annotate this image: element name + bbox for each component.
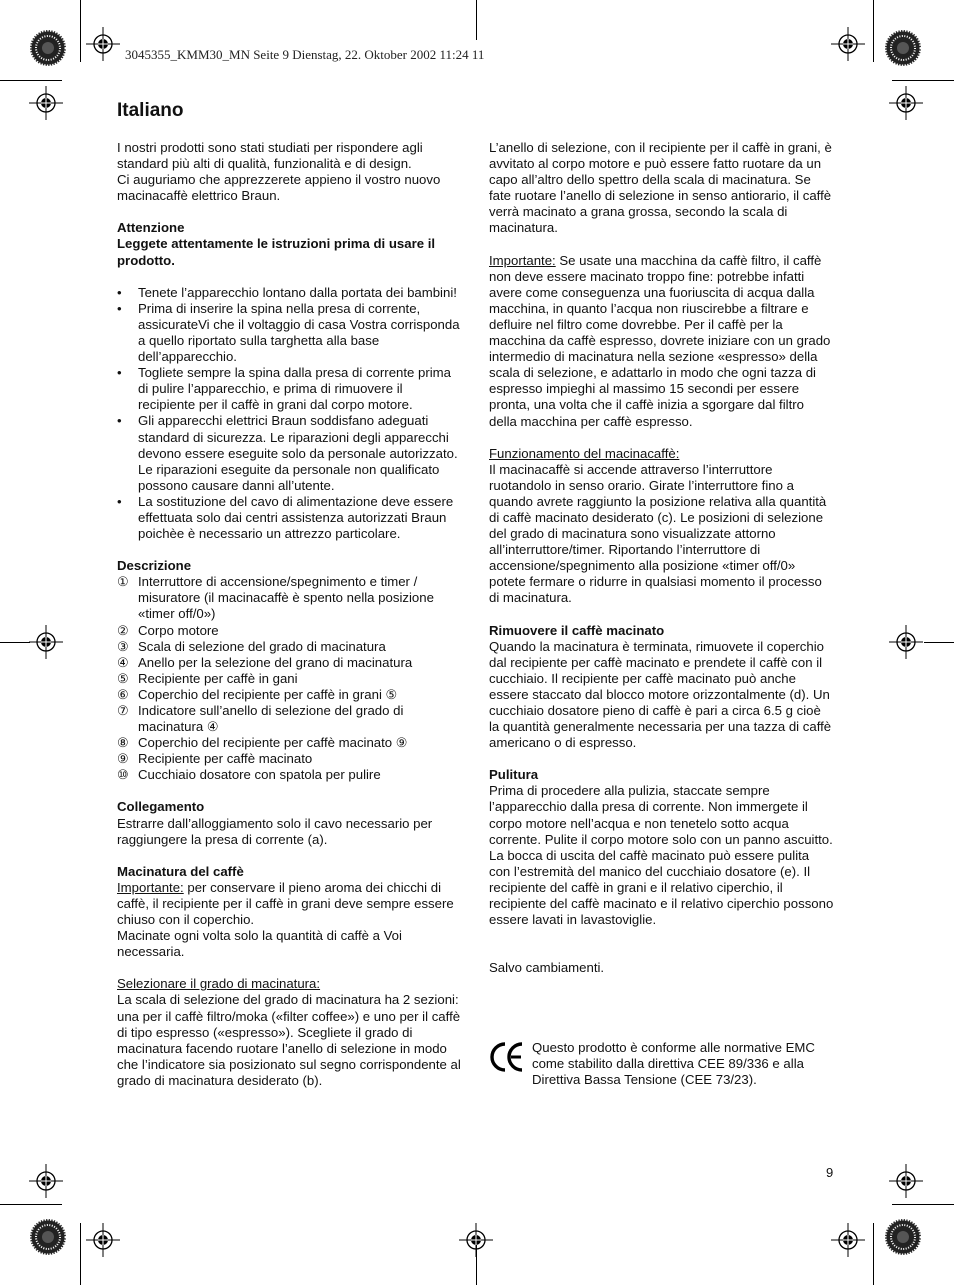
item-text: Interruttore di accensione/spegnimento e timer / misuratore (il macinacaffè è spento nella posizione «timer off/0») [138,574,434,622]
item-text: Corpo motore [138,622,219,638]
list-item [117,751,462,767]
left-column [117,140,462,1089]
item-number: ④ [117,654,129,670]
list-item: • La sostituzione del cavo di alimentazione deve essere effettuata solo dai centri assistenza autorizzati Braun poichèe è necessario un attrezzo particolare. [117,494,462,542]
select-heading: Selezionare il grado di macinatura: [117,976,321,992]
page-title: Italiano [117,100,184,121]
item-text: Scala di selezione del grado di macinatura [138,638,386,654]
list-item [117,671,462,687]
item-text: Anello per la selezione del grano di macinatura [138,654,413,670]
ce-block [489,1040,834,1088]
remove-heading: Rimuovere il caffè macinato [489,622,665,638]
grinding-heading: Macinatura del caffè [117,863,244,879]
list-item: • Tenete l’apparecchio lontano dalla portata dei bambini! [117,285,462,301]
operation-heading: Funzionamento del macinacaffè: [489,445,680,461]
item-number: ③ [117,638,129,654]
description-heading: Descrizione [117,558,192,574]
safety-list [117,285,462,543]
item-text: Recipiente per caffè in gani [138,670,298,686]
list-item [117,735,462,751]
item-number: ⑤ [117,670,129,686]
list-item [117,639,462,655]
item-number: ⑥ [117,686,129,702]
item-number: ⑩ [117,767,129,783]
item-text: Coperchio del recipiente per caffè in grani ⑤ [138,686,398,702]
list-item: • Gli apparecchi elettrici Braun soddisfano adeguati standard di sicurezza. Le riparazioni degli apparecchi devono essere eseguite solo da personale autorizzato. Le riparazioni eseguite da personale non qualificato possono causare danni all’utente. [117,413,462,493]
list-item [117,687,462,703]
list-item: • Prima di inserire la spina nella presa di corrente, assicurateVi che il voltaggio di casa Vostra corrisponda a quello riportato sulla targhetta alla base dell’apparecchio. [117,301,462,365]
item-text: Indicatore sull’anello di selezione del grado di macinatura ④ [138,703,404,735]
cleaning-text: Prima di procedere alla pulizia, staccate sempre l’apparecchio dalla presa di corrente. Non immergete il corpo motore nell’acqua e non tenetelo sotto acqua corrente. Pulite il corpo motore solo con un panno ascuitto. La bocca di uscita del caffè macinato può essere pulita con l’estremità del manico del cucchiaio dosatore (e). Il recipiente del caffè in grani e il relativo ciperchio, il recipiente del caffè macinato e il relativo ciperchio possono essere lavati in lavastoviglie. [489,783,834,928]
connection-heading: Collegamento [117,799,205,815]
right-column [489,140,834,976]
list-item [117,703,462,735]
attention-subheading: Leggete attentamente le istruzioni prima di usare il prodotto. [117,236,436,268]
select-text: La scala di selezione del grado di macinatura ha 2 sezioni: una per il caffè filtro/moka («filter coffee») e uno per il caffè di tipo espresso («espresso»). Scegliete il grado di macinatura facendo ruotare l’anello di selezione in modo che l’indicatore sia posizionato sul segno corrispondente al grado di macinatura desiderato (b). [117,992,461,1088]
item-text: Cucchiaio dosatore con spatola per pulire [138,767,381,783]
page-number: 9 [826,1165,834,1180]
intro-paragraph: Ci auguriamo che apprezzerete appieno il vostro nuovo macinacaffè elettrico Braun. [117,172,441,204]
ce-text: Questo prodotto è conforme alle normative EMC come stabilito dalla direttiva CEE 89/336 e alla Direttiva Bassa Tensione (CEE 73/23). [532,1040,815,1088]
list-item [117,655,462,671]
important-text: Se usate una macchina da caffè filtro, il caffè non deve essere macinato troppo fine: potrebbe infatti avere come conseguenza una fuoriuscita di acqua dalla macchina, in quanto l’acqua non riuscirebbe a filtrare e defluire nel filtro come dovrebbe. Per il caffè per la macchina da caffè espresso, dovrete iniziare con un grado intermedio di macinatura nella sezione «espresso» della scala di selezione, e adattarlo in modo che ogni tazza di espresso impieghi al massimo 15 secondi per essere pronta, una volta che il caffè inizia a sgorgare dal filtro della macchina per caffè espresso. [489,252,831,429]
item-number: ⑧ [117,735,129,751]
item-number: ① [117,574,129,590]
parts-list [117,574,462,783]
item-number: ⑦ [117,703,129,718]
item-text: Recipiente per caffè macinato [138,751,313,767]
reserve-note: Salvo cambiamenti. [489,960,605,976]
list-item [117,623,462,639]
remove-text: Quando la macinatura è terminata, rimuovete il coperchio dal recipiente per caffè macinato e prendete il caffè con il cucchiaio. Il recipiente per caffè macinato può anche essere staccato dal blocco motore orizzontalmente (d). Un cucchiaio dosatore pieno di caffè è pari a circa 6.5 g cioè la quantità generalmente necessaria per una tazza di caffè americano o di espresso. [489,638,832,751]
connection-text: Estrarre dall’alloggiamento solo il cavo necessario per raggiungere la presa di corrente (a). [117,815,433,847]
ce-logo-icon [489,1041,525,1073]
attention-heading: Attenzione [117,220,185,236]
important-label: Importante: [489,252,556,268]
list-item [117,574,462,622]
important-text: per conservare il pieno aroma dei chicchi di caffè, il recipiente per il caffè in grani deve sempre essere chiuso con il coperchio. [117,879,454,928]
cleaning-heading: Pulitura [489,767,539,783]
grinding-text: Macinate ogni volta solo la quantità di caffè a Voi necessaria. [117,928,402,960]
intro-paragraph: I nostri prodotti sono stati studiati per rispondere agli standard più alti di qualità, funzionalità e di design. [117,140,423,172]
item-number: ⑨ [117,751,129,767]
print-slug: 3045355_KMM30_MN Seite 9 Dienstag, 22. Oktober 2002 11:24 11 [125,47,485,62]
list-item: • Togliete sempre la spina dalla presa di corrente prima di pulire l’apparecchio, e prima di rimuovere il recipiente per il caffè in grani dal corpo motore. [117,365,462,413]
list-item [117,767,462,783]
filter-important [489,253,834,430]
important-label: Importante: [117,879,184,895]
ring-text: L’anello di selezione, con il recipiente per il caffè in grani, è avvitato al corpo motore e può essere fatto ruotare da un capo all’altro dello spettro della scala di macinatura. Se fate ruotare l’anello di selezione in senso antiorario, il caffè verrà macinato a grana grossa, secondo la scala di macinatura. [489,140,832,236]
item-number: ② [117,622,129,638]
operation-text: Il macinacaffè si accende attraverso l’interruttore ruotandolo in senso orario. Girate l’interruttore fino a quando avrete raggiunto la posizione relativa alla quantità di caffè macinato desiderato (c). Le posizioni di selezione del grado di macinatura sono visualizzate attorno all’interruttore/timer. Riportando l’interruttore di accensione/spegnimento alla posizione «timer off/0» potete fermare o ridurre in qualsiasi momento il processo di macinatura. [489,461,827,606]
item-text: Coperchio del recipiente per caffè macinato ⑨ [138,735,408,751]
grinding-important [117,880,462,928]
